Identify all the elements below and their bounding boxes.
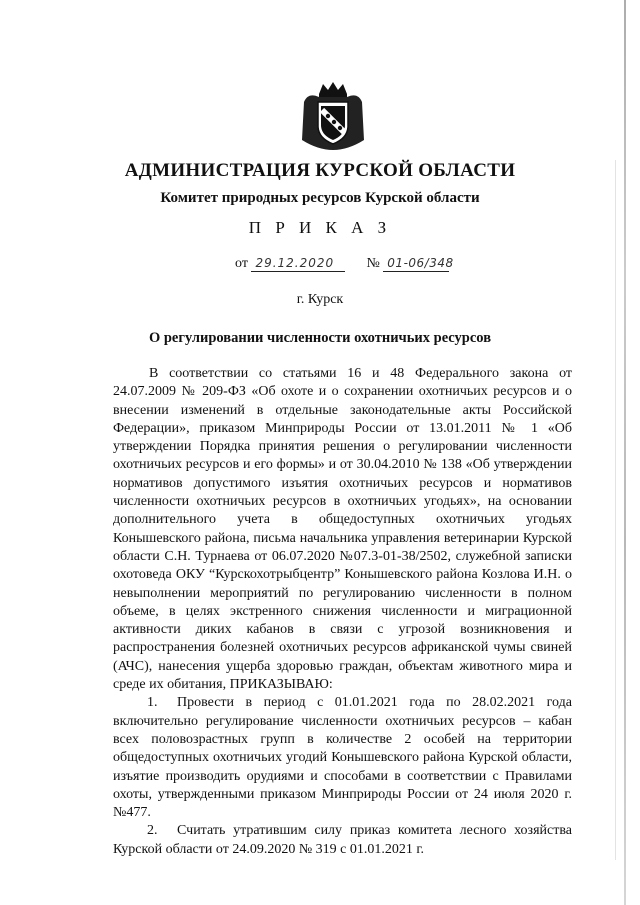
order-body [113,365,572,859]
scan-edge-line [615,160,616,860]
order-item-text: Считать утратившим силу приказ комитета лесного хозяйства Курской области от 24.09.2020 № 319 с 01.01.2021 г. [113,823,572,857]
order-number: 01-06/348 [383,256,449,272]
order-item-2 [113,822,572,859]
city-label: г. Курск [296,292,344,307]
scan-edge-shadow [624,0,626,905]
order-item-number: 1. [147,695,158,711]
date-prefix: от [235,256,248,271]
kursk-coat-of-arms-icon [298,80,368,152]
number-prefix: № [366,256,380,271]
order-item-text: Провести в период с 01.01.2021 года по 28.02.2021 года включительно регулирование численности охотничьих ресурсов – кабан всех половозрастных групп в количестве 2 особей на территории общедоступных охотничьих угодий Конышевского района Курской области, изъятие производить орудиями и способами в соответствии с Правилами охоты, утвержденными приказом Минприроды России от 24 июля 2020 г. №477. [113,695,572,821]
organization-title: АДМИНИСТРАЦИЯ КУРСКОЙ ОБЛАСТИ [124,160,516,181]
committee-title: Комитет природных ресурсов Курской области [160,190,480,206]
preamble-paragraph: В соответствии со статьями 16 и 48 Федерального закона от 24.07.2009 № 209-ФЗ «Об охоте и о сохранении охотничьих ресурсов и о внесении изменений в отдельные законодательные акты Российской Федерации», приказом Минприроды России от 13.01.2011 № 1 «Об утверждении Порядка принятия решения о регулировании численности охотничьих ресурсов и его формы» и от 30.04.2010 № 138 «Об утверждении нормативов допустимого изъятия охотничьих ресурсов и нормативов численности охотничьих ресурсов в охотничьих угодьях», на основании дополнительного учета в общедоступных охотничьих угодьях Конышевского района, письма начальника управления ветеринарии Курской области С.Н. Турнаева от 06.07.2020 №07.3-01-38/2502, служебной записки охотоведа ОКУ “Курскохотрыбцентр” Конышевского района Козлова И.Н. о невыполнении мероприятий по регулированию численности в полном объеме, в целях экстренного снижения численности и миграционной активности диких кабанов в связи с угрозой возникновения и распространения болезней охотничьих ресурсов африканской чумы свиней (АЧС), нанесения ущерба здоровью граждан, объектам животного мира и среде их обитания, ПРИКАЗЫВАЮ: [113,366,572,693]
document-type-title: П Р И К А З [248,218,392,237]
order-subject: О регулировании численности охотничьих ресурсов [148,330,492,346]
order-item-1 [113,694,572,822]
order-date-number-line [235,256,454,272]
order-date: 29.12.2020 [251,256,345,272]
order-item-number: 2. [147,823,158,839]
